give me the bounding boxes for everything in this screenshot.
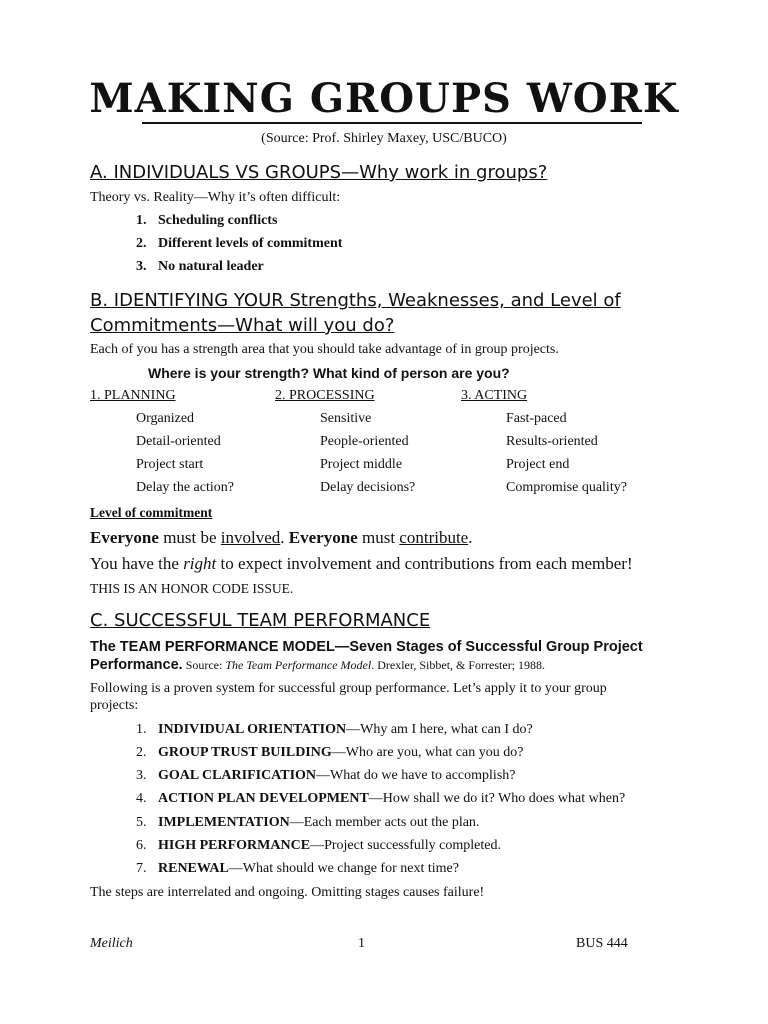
column-header-planning: 1. PLANNING — [90, 388, 176, 403]
stage-item: 4. ACTION PLAN DEVELOPMENT—How shall we do it? Who does what when? — [136, 791, 626, 806]
section-a-heading: A. INDIVIDUALS VS GROUPS—Why work in groups? — [90, 162, 548, 183]
title-underline — [142, 122, 642, 124]
trait-cell: Sensitive — [320, 411, 372, 426]
list-item: 3. No natural leader — [136, 259, 264, 274]
commitment-statement: Everyone must be involved. Everyone must contribute. — [90, 528, 473, 547]
trait-cell: Fast-paced — [506, 411, 567, 426]
footer-course: BUS 444 — [576, 936, 628, 951]
model-title-line2: Performance. Source: The Team Performance Model. Drexler, Sibbet, & Forrester; 1988. — [90, 657, 546, 673]
trait-cell: Detail-oriented — [136, 434, 221, 449]
trait-cell: Compromise quality? — [506, 480, 627, 495]
commitment-label: Level of commitment — [90, 505, 213, 520]
trait-cell: Project end — [506, 457, 570, 472]
trait-cell: Project start — [136, 457, 204, 472]
trait-cell: Organized — [136, 411, 195, 426]
list-item: 2. Different levels of commitment — [136, 236, 343, 251]
stage-item: 6. HIGH PERFORMANCE—Project successfully completed. — [136, 838, 501, 853]
trait-cell: People-oriented — [320, 434, 409, 449]
footer-author: Meilich — [90, 936, 133, 951]
page-number: 1 — [358, 936, 365, 951]
stage-item: 3. GOAL CLARIFICATION—What do we have to accomplish? — [136, 768, 516, 783]
section-b-heading-line1: B. IDENTIFYING YOUR Strengths, Weaknesses, and Level of — [90, 290, 621, 311]
stage-item: 5. IMPLEMENTATION—Each member acts out the plan. — [136, 815, 480, 830]
column-header-processing: 2. PROCESSING — [275, 388, 375, 403]
section-c-heading: C. SUCCESSFUL TEAM PERFORMANCE — [90, 610, 431, 631]
column-header-acting: 3. ACTING — [461, 388, 528, 403]
closing-note: The steps are interrelated and ongoing. Omitting stages causes failure! — [90, 885, 485, 900]
section-c-intro-line2: projects: — [90, 698, 139, 713]
rights-statement: You have the right to expect involvement and contributions from each member! — [90, 554, 633, 573]
model-title-line1: The TEAM PERFORMANCE MODEL—Seven Stages of Successful Group Project — [90, 639, 643, 655]
trait-cell: Delay decisions? — [320, 480, 416, 495]
list-item: 1. Scheduling conflicts — [136, 213, 278, 228]
stage-item: 2. GROUP TRUST BUILDING—Who are you, what can you do? — [136, 745, 524, 760]
section-c-intro-line1: Following is a proven system for successful group performance. Let’s apply it to your group — [90, 681, 607, 696]
honor-code-note: THIS IS AN HONOR CODE ISSUE. — [90, 581, 294, 596]
section-b-intro: Each of you has a strength area that you should take advantage of in group projects. — [90, 342, 559, 357]
trait-cell: Delay the action? — [136, 480, 234, 495]
trait-cell: Results-oriented — [506, 434, 598, 449]
stage-item: 7. RENEWAL—What should we change for next time? — [136, 861, 459, 876]
source-credit: (Source: Prof. Shirley Maxey, USC/BUCO) — [261, 131, 507, 146]
trait-cell: Project middle — [320, 457, 403, 472]
section-a-intro: Theory vs. Reality—Why it’s often difficult: — [90, 190, 341, 205]
strength-question: Where is your strength? What kind of person are you? — [148, 365, 510, 381]
section-b-heading-line2: Commitments—What will you do? — [90, 315, 395, 336]
stage-item: 1. INDIVIDUAL ORIENTATION—Why am I here, what can I do? — [136, 722, 533, 737]
page-title: MAKING GROUPS WORK — [89, 75, 679, 122]
